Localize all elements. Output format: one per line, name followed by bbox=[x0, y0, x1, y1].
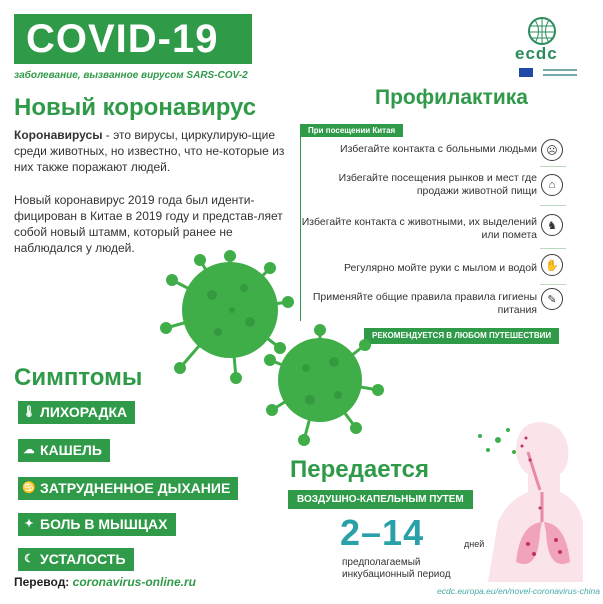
prevention-item-2: Избегайте посещения рынков и мест где продажи животной пищи bbox=[338, 172, 537, 197]
symptom-label: ЗАТРУДНЕННОЕ ДЫХАНИЕ bbox=[40, 480, 231, 496]
symptom-label: УСТАЛОСТЬ bbox=[40, 551, 126, 567]
incubation-label: предполагаемый инкубационный период bbox=[342, 557, 451, 580]
prevention-separator bbox=[540, 205, 566, 206]
thermometer-icon: 🌡 bbox=[22, 406, 36, 418]
prevention-heading: Профилактика bbox=[375, 86, 528, 109]
translation-site-link[interactable]: coronavirus-online.ru bbox=[72, 575, 197, 589]
symptom-cough bbox=[18, 439, 110, 462]
food-hygiene-icon: ✎ bbox=[541, 288, 563, 310]
eu-flag-icon bbox=[519, 68, 533, 77]
translation-credit bbox=[14, 575, 196, 589]
symptom-label: КАШЕЛЬ bbox=[40, 442, 102, 458]
animal-icon: ♞ bbox=[541, 214, 563, 236]
fatigue-icon: ☾ bbox=[24, 553, 34, 565]
symptom-label: БОЛЬ В МЫШЦАХ bbox=[40, 516, 168, 532]
covid-title: COVID-19 bbox=[14, 14, 252, 64]
intro-paragraph-2: Новый коронавирус 2019 года был иденти-фицирован в Китае в 2019 году и представ-ляет собой новый штамм, который ранее не наблюдался у людей. bbox=[14, 193, 283, 255]
intro-bold-term: Коронавирусы bbox=[14, 128, 103, 142]
source-link[interactable]: ecdc.europa.eu/en/novel-coronavirus-china bbox=[437, 586, 601, 596]
cough-icon: ☁ bbox=[23, 444, 35, 456]
symptom-breathing bbox=[18, 477, 238, 500]
prevention-separator bbox=[540, 284, 566, 285]
intro-para1-text: - это вирусы, циркулирую-щие среди животных, но известно, что не-которые из них также поражают людей. bbox=[14, 128, 285, 174]
symptom-muscle-pain bbox=[18, 513, 176, 536]
prevention-item-4: Регулярно мойте руки с мылом и водой bbox=[344, 262, 537, 274]
incubation-days: 2–14 bbox=[340, 512, 425, 553]
respiratory-illustration bbox=[468, 412, 588, 582]
prevention-item-3: Избегайте контакта с животными, их выделений или помета bbox=[301, 216, 537, 241]
symptom-fever bbox=[18, 401, 135, 424]
ecdc-logo-text: ecdc bbox=[515, 44, 558, 63]
symptom-label: ЛИХОРАДКА bbox=[40, 404, 128, 420]
symptoms-heading: Симптомы bbox=[14, 364, 143, 391]
translation-label: Перевод: bbox=[14, 575, 70, 589]
virus-illustration bbox=[120, 250, 390, 450]
market-icon: ⌂ bbox=[541, 174, 563, 196]
prevention-separator bbox=[540, 248, 566, 249]
prevention-separator bbox=[540, 166, 566, 167]
symptom-fatigue bbox=[18, 548, 134, 571]
intro-heading: Новый коронавирус bbox=[14, 94, 257, 121]
prevention-item-5: Применяйте общие правила правила гигиены питания bbox=[312, 291, 537, 316]
muscle-icon: ✦ bbox=[24, 518, 34, 530]
intro-paragraph-1 bbox=[14, 127, 299, 175]
transmission-badge: ВОЗДУШНО-КАПЕЛЬНЫМ ПУТЕМ bbox=[288, 490, 473, 509]
prevention-item-1: Избегайте контакта с больными людьми bbox=[340, 143, 537, 155]
covid-subtitle: заболевание, вызванное вирусом SARS-COV-2 bbox=[14, 70, 248, 81]
prevention-tab: При посещении Китая bbox=[300, 124, 403, 137]
lungs-icon: ♋ bbox=[22, 482, 36, 494]
prevention-footer: РЕКОМЕНДУЕТСЯ В ЛЮБОМ ПУТЕШЕСТВИИ bbox=[364, 328, 559, 344]
ecdc-logo bbox=[503, 16, 585, 72]
sick-person-icon: ☹ bbox=[541, 139, 563, 161]
hand-wash-icon: ✋ bbox=[541, 254, 563, 276]
transmission-heading: Передается bbox=[290, 456, 430, 483]
incubation-days-unit: дней bbox=[464, 539, 485, 549]
